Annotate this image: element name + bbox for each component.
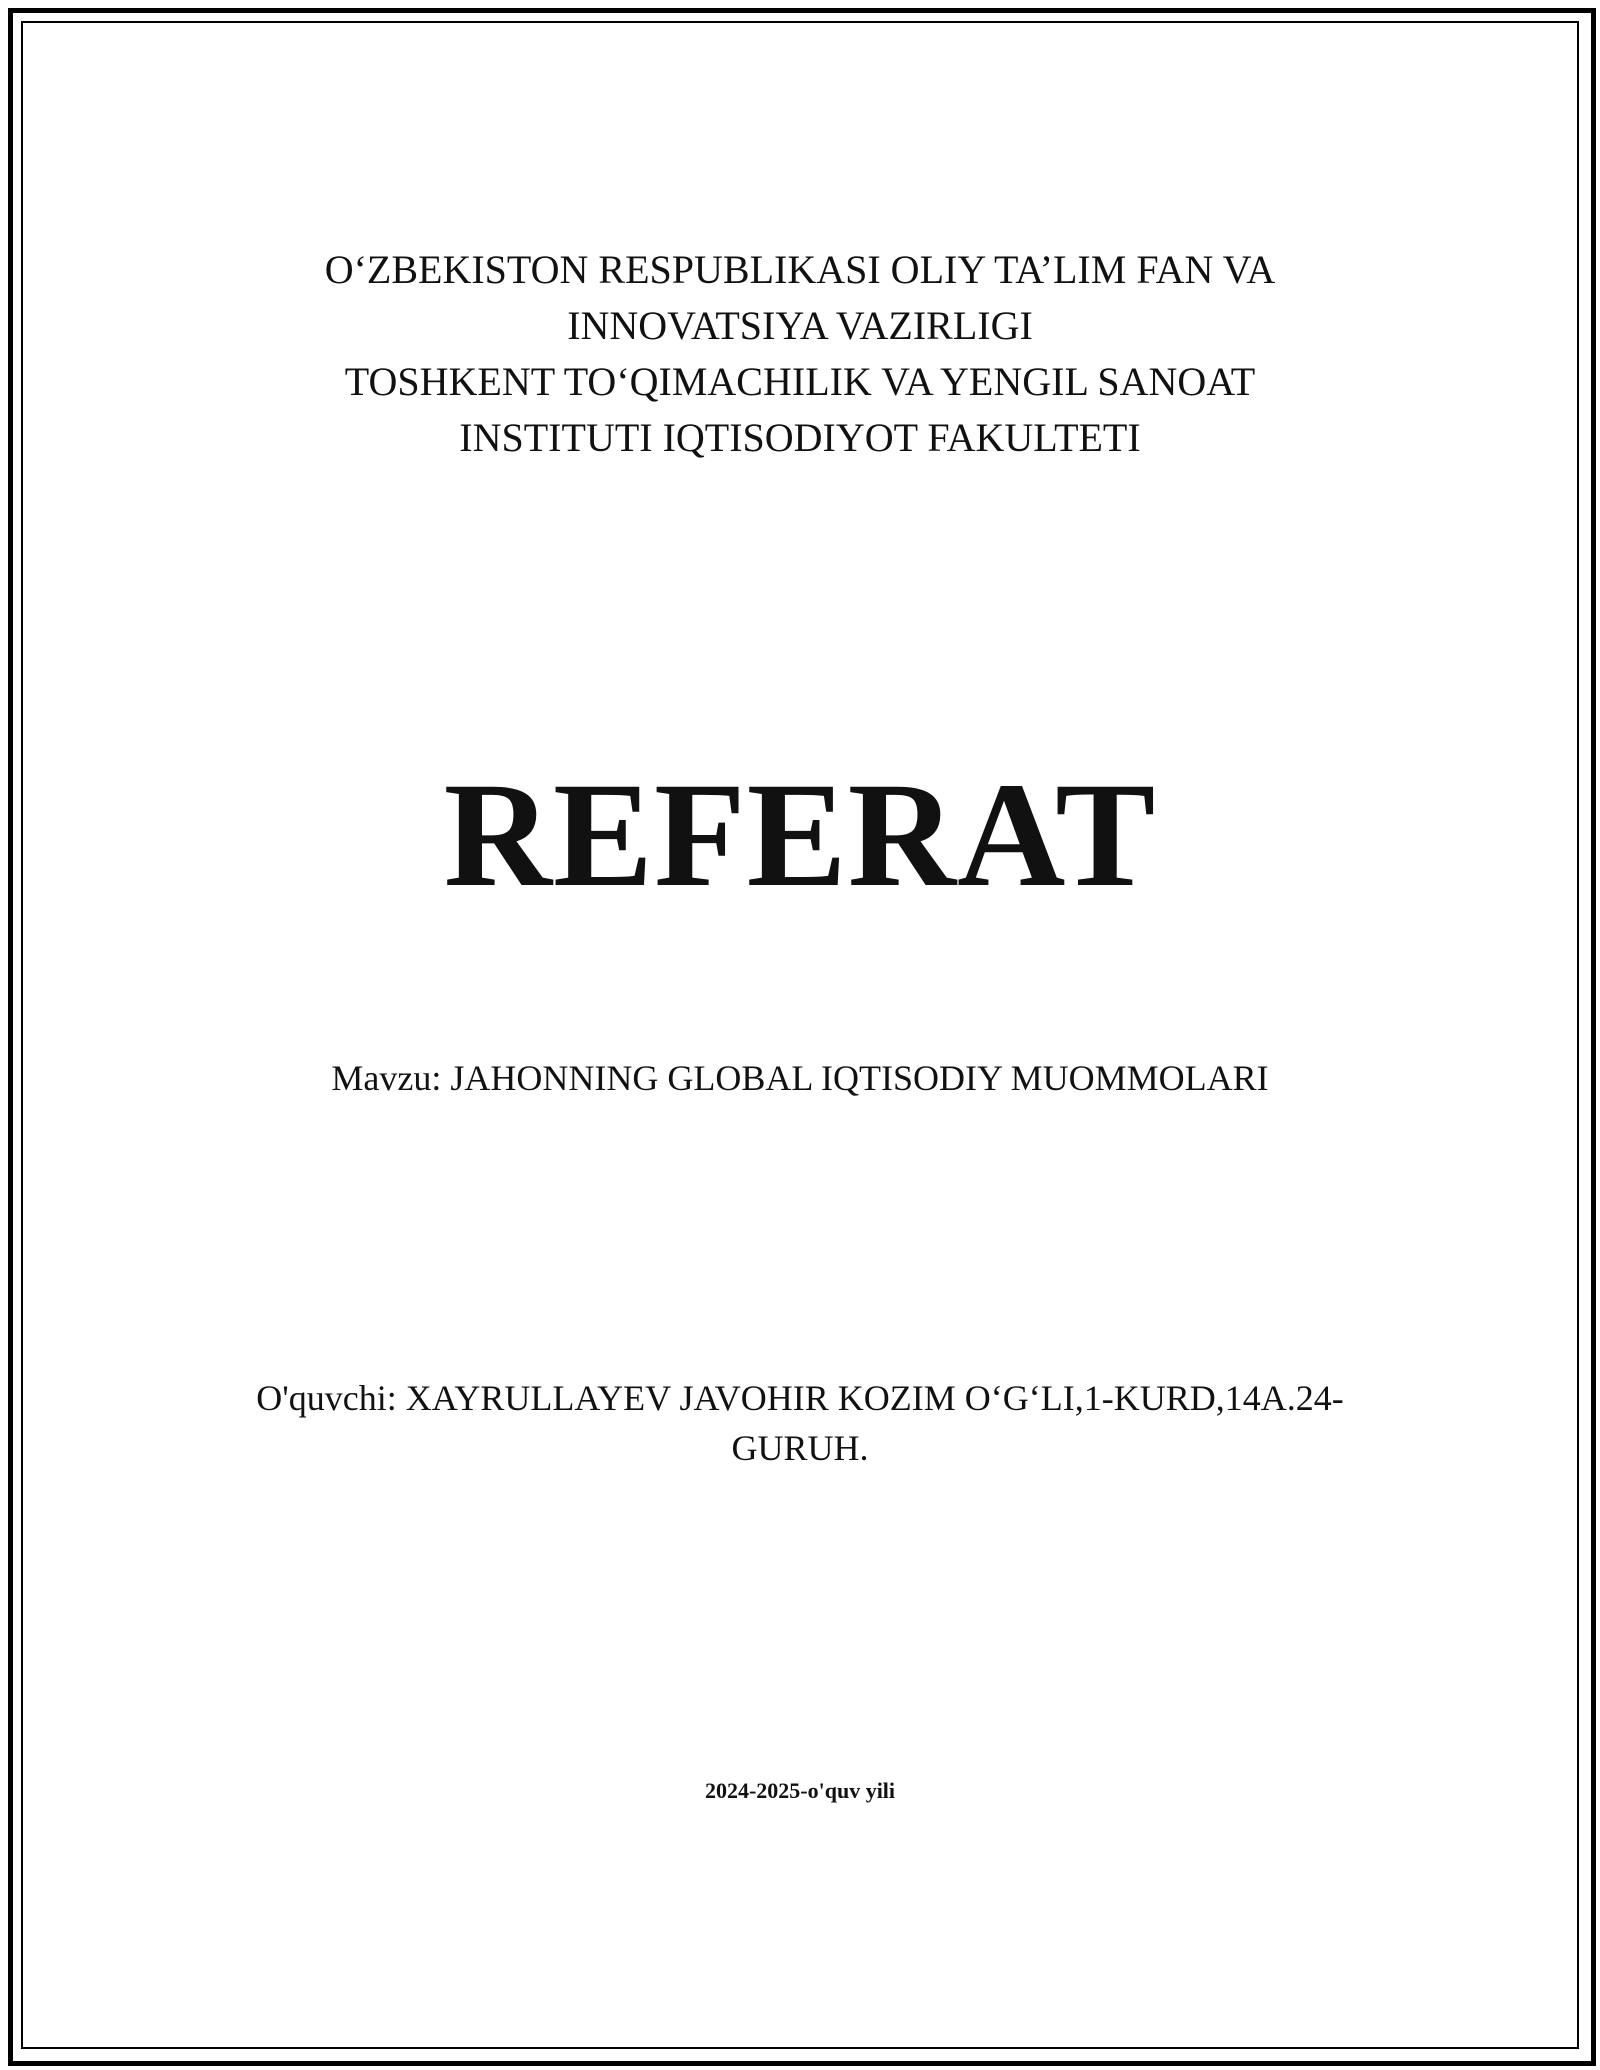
document-title: REFERAT [443,752,1157,918]
topic-line: Mavzu: JAHONNING GLOBAL IQTISODIY MUOMMOLARI [331,1058,1269,1098]
student-line-1: O'quvchi: XAYRULLAYEV JAVOHIR KOZIM O‘G‘LI,1-KURD,14A.24- [256,1378,1344,1418]
institute-line-1: TOSHKENT TO‘QIMACHILIK VA YENGIL SANOAT [344,359,1256,404]
ministry-line-1: O‘ZBEKISTON RESPUBLIKASI OLIY TA’LIM FAN VA [324,247,1276,292]
student-line-2: GURUH. [731,1428,869,1468]
academic-year: 2024-2025-o'quv yili [704,1778,896,1803]
institute-line-2: INSTITUTI IQTISODIYOT FAKULTETI [459,415,1141,460]
ministry-line-2: INNOVATSIYA VAZIRLIGI [567,303,1033,348]
